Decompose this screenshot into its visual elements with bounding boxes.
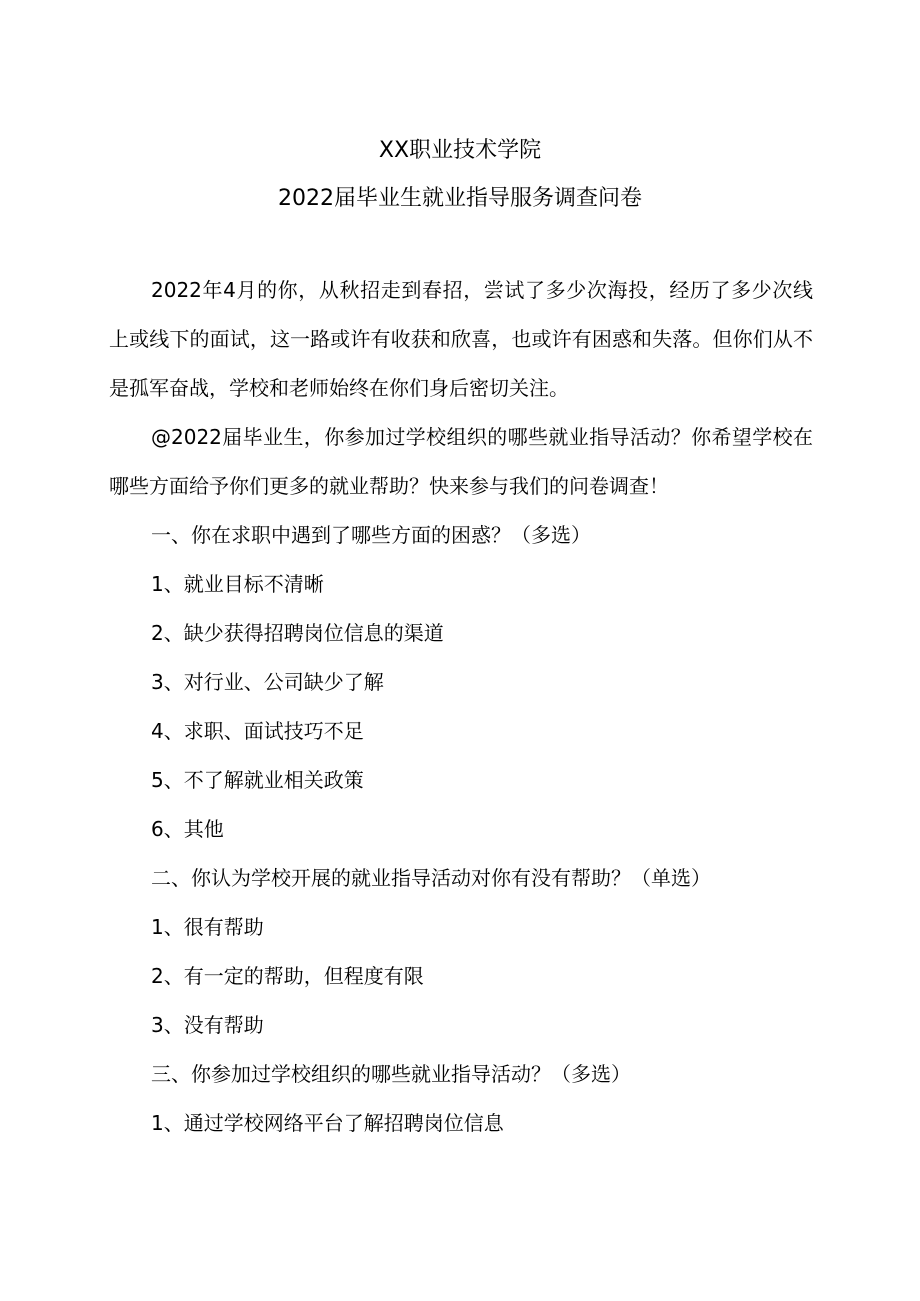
question-3: 三、你参加过学校组织的哪些就业指导活动？（多选） xyxy=(151,1062,631,1086)
question-3-option-1: 1、通过学校网络平台了解招聘岗位信息 xyxy=(151,1111,504,1135)
question-1-option-1: 1、就业目标不清晰 xyxy=(151,572,324,596)
question-2-option-2: 2、有一定的帮助，但程度有限 xyxy=(151,964,424,988)
question-1-option-5: 5、不了解就业相关政策 xyxy=(151,768,364,792)
intro-paragraph-2: @2022届毕业生，你参加过学校组织的哪些就业指导活动？你希望学校在哪些方面给予你们更多的就业帮助？快来参与我们的问卷调查！ xyxy=(109,425,813,498)
document-title-school: XX职业技术学院 xyxy=(378,138,542,163)
question-2: 二、你认为学校开展的就业指导活动对你有没有帮助？（单选） xyxy=(151,866,711,890)
question-1: 一、你在求职中遇到了哪些方面的困惑？（多选） xyxy=(151,523,591,547)
question-1-option-6: 6、其他 xyxy=(151,817,224,841)
document-title-survey: 2022届毕业生就业指导服务调查问卷 xyxy=(278,186,642,211)
question-2-option-1: 1、很有帮助 xyxy=(151,915,264,939)
question-2-option-3: 3、没有帮助 xyxy=(151,1013,264,1037)
question-1-option-4: 4、求职、面试技巧不足 xyxy=(151,719,364,743)
question-1-option-3: 3、对行业、公司缺少了解 xyxy=(151,670,384,694)
intro-paragraph-1: 2022年4月的你，从秋招走到春招，尝试了多少次海投，经历了多少次线上或线下的面试，这一路或许有收获和欣喜，也或许有困惑和失落。但你们从不是孤军奋战，学校和老师始终在你们身后密切关注。 xyxy=(109,278,813,400)
question-1-option-2: 2、缺少获得招聘岗位信息的渠道 xyxy=(151,621,444,645)
